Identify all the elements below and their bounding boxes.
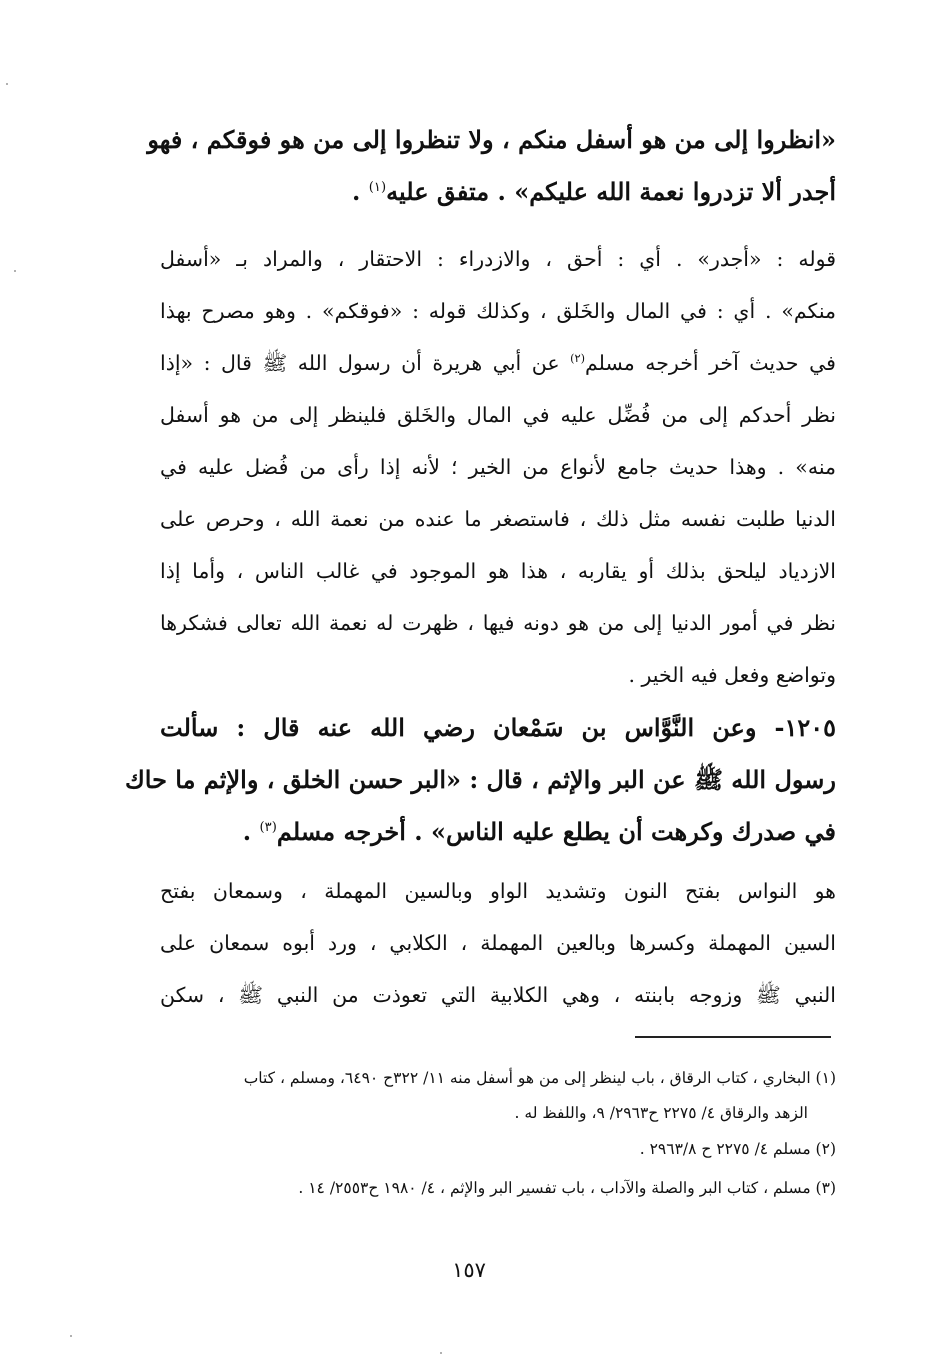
commentary-line: قوله : «أجدر» . أي : أحق ، والازدراء : الاحتقار ، والمراد بـ «أسفل [160,247,836,271]
commentary-text: عن أبي هريرة أن رسول الله ﷺ قال : «إذا [160,351,571,375]
footnote-3: (٣) مسلم ، كتاب البر والصلة والآداب ، باب تفسير البر والإثم ، ٤/ ١٩٨٠ ح٢٥٥٣/ ١٤ . [298,1179,836,1197]
hadith-line: «انظروا إلى من هو أسفل منكم ، ولا تنظروا إلى من هو فوقكم ، فهو [147,125,836,154]
footnote-marker[interactable]: (١) [368,180,387,195]
hadith-line [160,817,836,846]
footnote-marker[interactable]: (٢) [570,352,586,366]
commentary-line: النبي ﷺ وزوجه بابنته ، وهي الكلابية التي تعوذت من النبي ﷺ ، سكن [160,983,836,1007]
scan-speck [70,1335,72,1337]
commentary-line: الدنيا طلبت نفسه مثل ذلك ، فاستصغر ما عنده من نعمة الله ، وحرص على [160,507,836,531]
scan-speck [14,270,16,272]
page-number: ١٥٧ [452,1258,486,1282]
commentary-line: نظر في أمور الدنيا إلى من هو دونه فيها ، ظهرت له نعمة الله تعالى فشكرها [160,611,836,635]
commentary-line [160,353,836,374]
hadith-line: رسول الله ﷺ عن البر والإثم ، قال : «البر حسن الخلق ، والإثم ما حاك [125,765,836,794]
footnote-1: (١) البخاري ، كتاب الرقاق ، باب لينظر إلى من هو أسفل منه ١١/ ٣٢٢ح ٦٤٩٠، ومسلم ، كتاب [243,1069,836,1087]
commentary-line: وتواضع وفعل فيه الخير . [628,663,836,687]
commentary-line: منكم» . أي : في المال والخَلق ، وكذلك قوله : «فوقكم» . وهو مصرح بهذا [160,299,836,323]
hadith-line: ١٢٠٥- وعن النَّوَّاس بن سَمْعان رضي الله عنه قال : سألت [160,713,836,742]
hadith-line-text: أجدر ألا تزدروا نعمة الله عليكم» . متفق عليه [386,177,836,206]
commentary-line: منه» . وهذا حديث جامع لأنواع من الخير ؛ لأنه إذا رأى من فُضل عليه في [160,455,836,479]
commentary-line: نظر أحدكم إلى من فُضِّل عليه في المال والخَلق فلينظر إلى من هو أسفل [160,403,836,427]
commentary-line: هو النواس بفتح النون وتشديد الواو وبالسين المهملة ، وسمعان بفتح [160,879,836,903]
footnote-2: (٢) مسلم ٤/ ٢٢٧٥ ح ٢٩٦٣/٨ . [639,1140,836,1158]
scan-speck [6,83,8,85]
hadith-line [160,177,836,206]
commentary-text: في حديث آخر أخرجه مسلم [585,351,836,375]
commentary-line: الازدياد ليلحق بذلك أو يقاربه ، هذا هو الموجود في غالب الناس ، وأما إذا [160,559,836,583]
hadith-line-end: . [352,177,369,206]
scan-speck [440,1352,442,1354]
commentary-line: السين المهملة وكسرها وبالعين المهملة ، الكلابي ، ورد أبوه سمعان على [160,931,836,955]
footnote-1-continued: الزهد والرقاق ٤/ ٢٢٧٥ ح٢٩٦٣/ ٩، واللفظ له . [514,1104,808,1122]
footnote-divider [635,1036,831,1038]
footnote-marker[interactable]: (٣) [259,820,277,835]
hadith-line-end: . [242,817,260,846]
hadith-line-text: في صدرك وكرهت أن يطلع عليه الناس» . أخرجه مسلم [276,817,836,846]
